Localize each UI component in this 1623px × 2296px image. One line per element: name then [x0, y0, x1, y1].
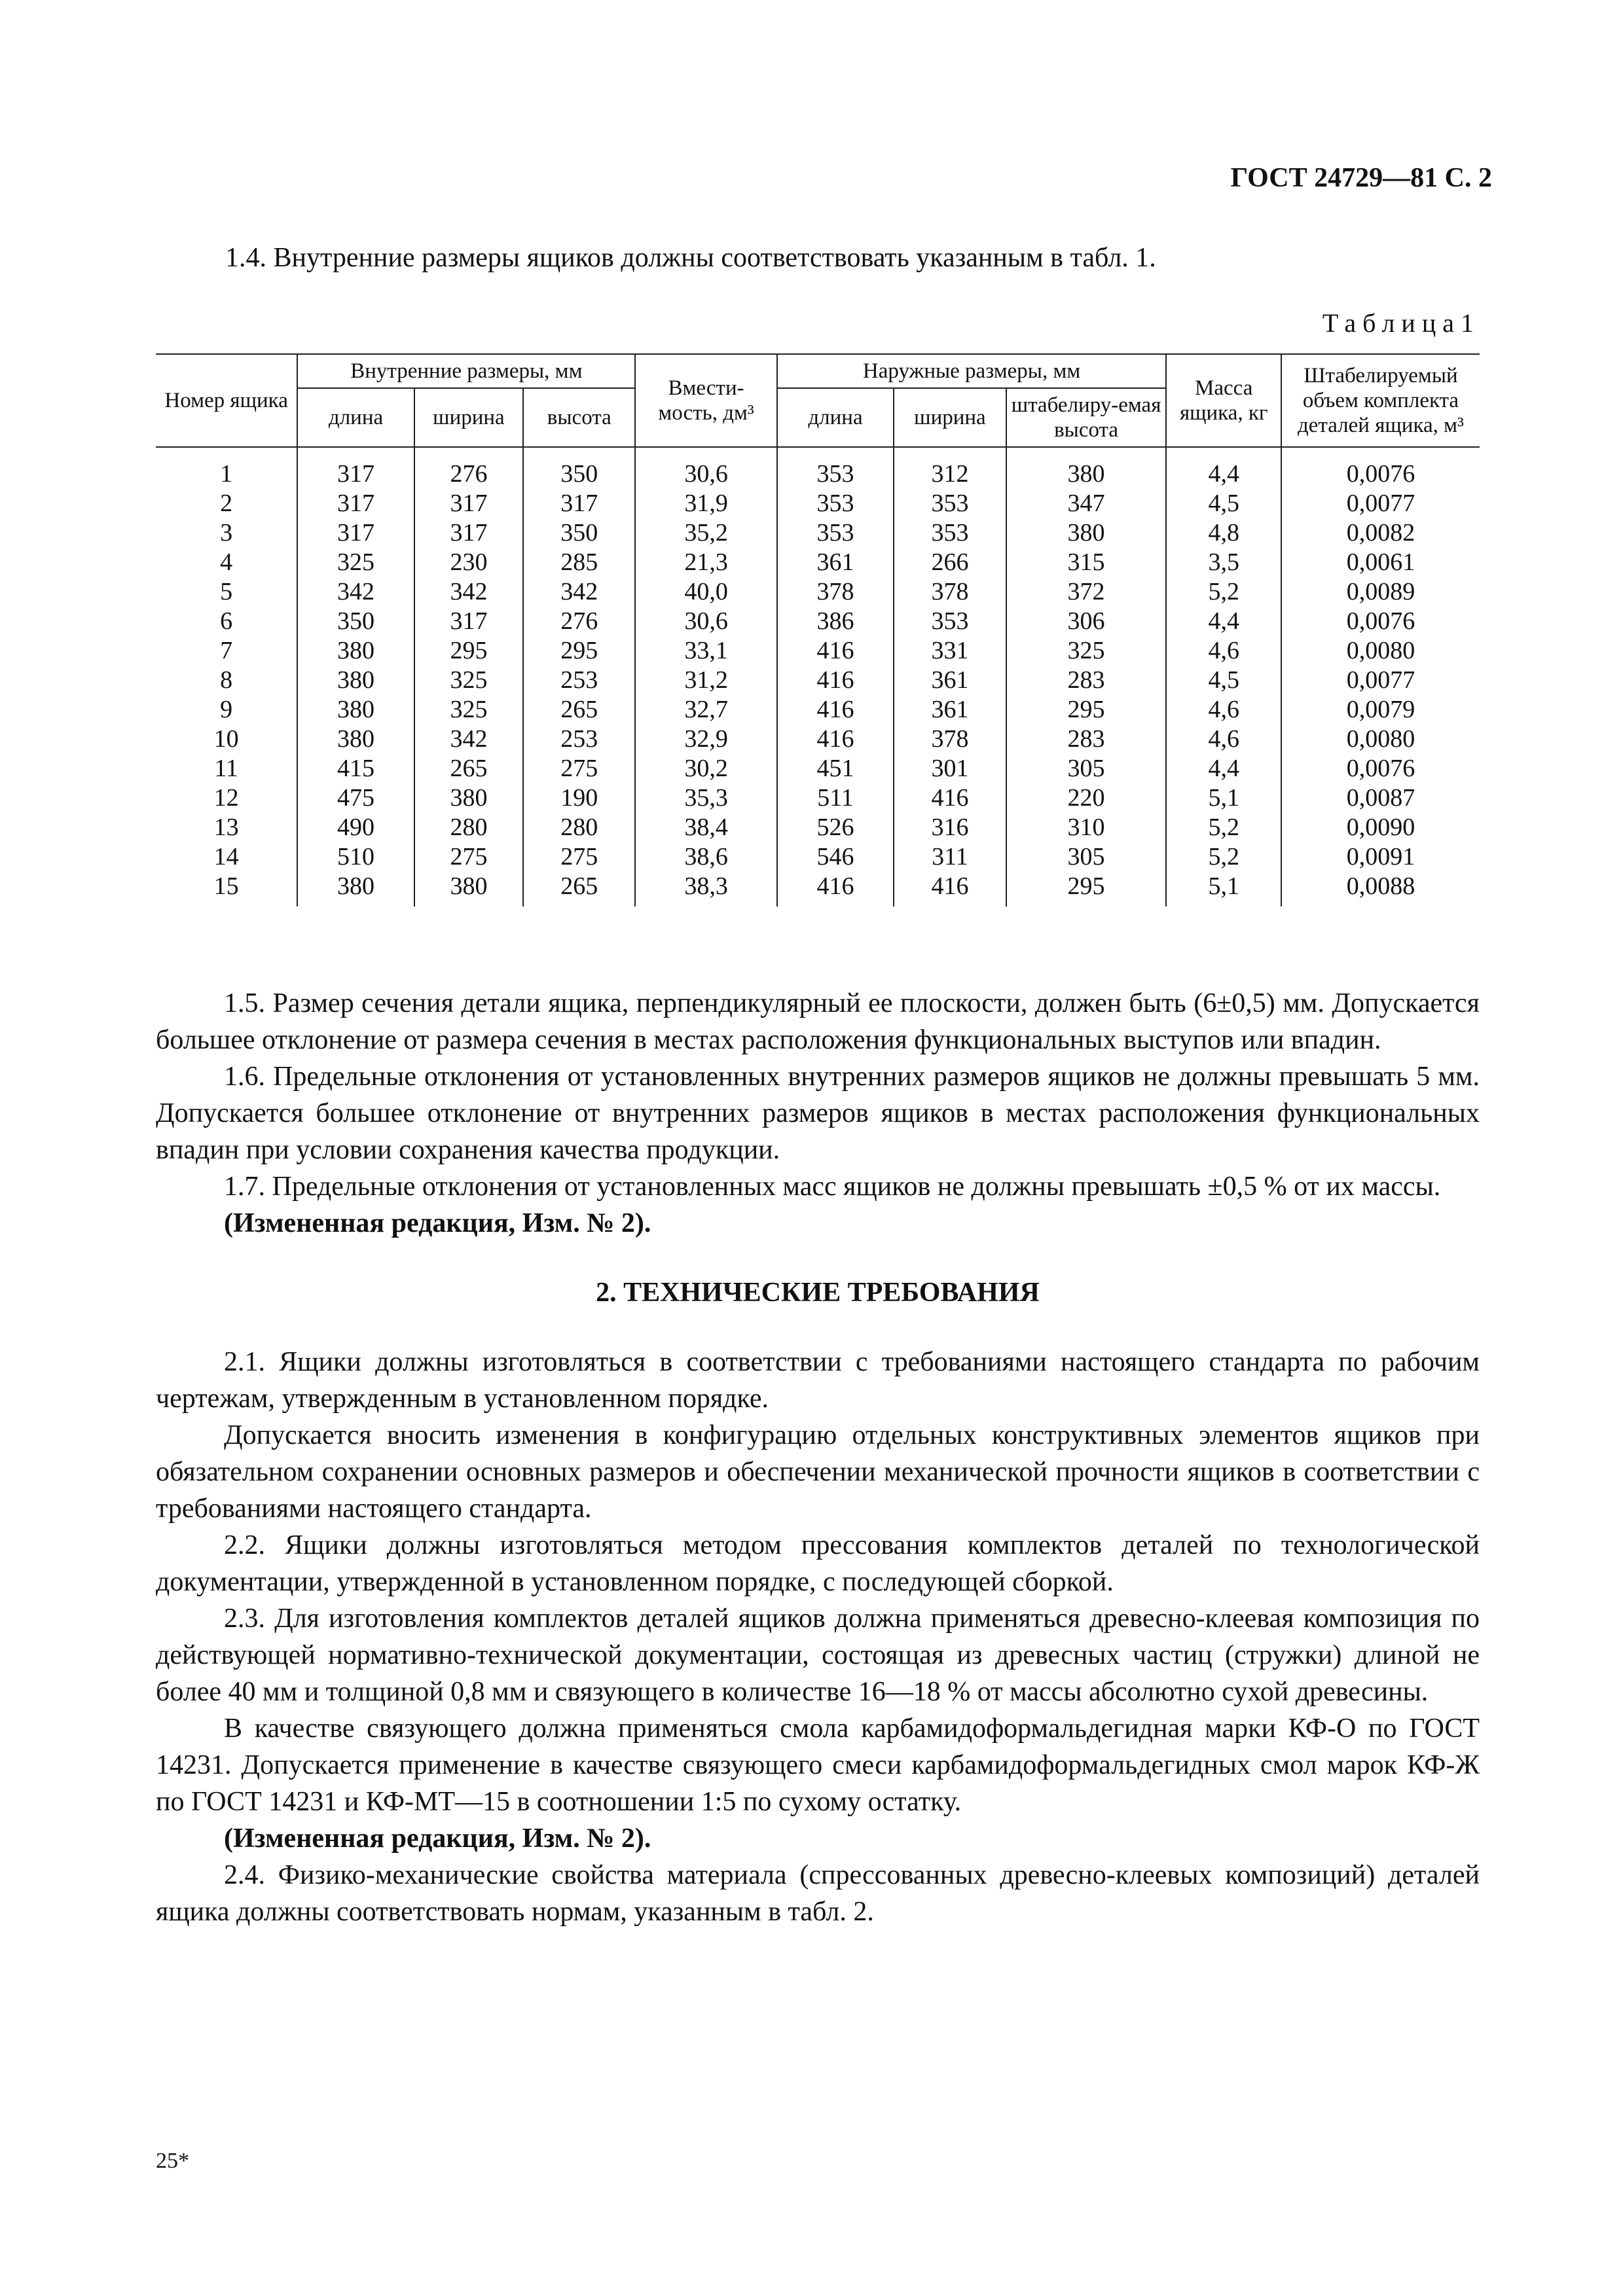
table-cell: 0,0080: [1281, 725, 1480, 754]
table-cell: 416: [777, 725, 894, 754]
table-cell: 40,0: [635, 577, 776, 607]
table-cell: 0,0077: [1281, 489, 1480, 518]
table-cell: 0,0076: [1281, 607, 1480, 636]
table-cell: 380: [414, 872, 523, 906]
body-text: [156, 985, 1480, 1930]
paragraph-2-3: 2.3. Для изготовления комплектов деталей ящиков должна применяться древесно-клеевая композиция по действующей нормативно-технической документации, состоящая из древесных частиц (стружки) длиной не более 40 мм и толщиной 0,8 мм и связующего в количестве 16—18 % от массы абсолютно сухой древесины.: [156, 1604, 1480, 1707]
header-number: Номер ящика: [156, 354, 297, 447]
table-cell: 353: [777, 489, 894, 518]
table-cell: 372: [1006, 577, 1167, 607]
section-2-title: 2. ТЕХНИЧЕСКИЕ ТРЕБОВАНИЯ: [596, 1278, 1040, 1308]
table-cell: 11: [214, 755, 238, 782]
table-cell: 4: [220, 548, 233, 576]
table-cell: 0,0080: [1281, 636, 1480, 666]
table-cell: 0,0090: [1281, 813, 1480, 842]
amendment-note: (Измененная редакция, Изм. № 2).: [224, 1823, 651, 1854]
table-cell: 380: [297, 636, 414, 666]
table-cell: 295: [1006, 695, 1167, 725]
table-cell: 317: [414, 607, 523, 636]
table-cell: 9: [220, 696, 233, 723]
table-row: [156, 842, 1480, 872]
table-cell: 5,2: [1166, 813, 1281, 842]
table-cell: 310: [1006, 813, 1167, 842]
table-row: [156, 489, 1480, 518]
table-cell: 0,0076: [1281, 447, 1480, 489]
table-cell: 317: [414, 489, 523, 518]
table-cell: 38,4: [635, 813, 776, 842]
table-cell: 342: [297, 577, 414, 607]
table-cell: 301: [894, 754, 1006, 783]
header-inner-height: высота: [523, 388, 635, 447]
table-cell: 4,6: [1166, 725, 1281, 754]
header-capacity: Вмести-мость, дм³: [635, 354, 776, 447]
table-cell: 35,3: [635, 783, 776, 813]
table-cell: 265: [414, 754, 523, 783]
table-cell: 10: [213, 725, 239, 753]
table-cell: 416: [777, 636, 894, 666]
table-cell: 13: [213, 814, 239, 841]
table-row: [156, 666, 1480, 695]
table-cell: 4,6: [1166, 636, 1281, 666]
table-body: [156, 447, 1480, 906]
table-row: [156, 872, 1480, 906]
table-cell: 353: [777, 447, 894, 489]
table-cell: 285: [523, 548, 635, 577]
header-outer-width: ширина: [894, 388, 1006, 447]
table-cell: 305: [1006, 842, 1167, 872]
table-cell: 306: [1006, 607, 1167, 636]
table-cell: 253: [523, 725, 635, 754]
intro-paragraph: 1.4. Внутренние размеры ящиков должны соответствовать указанным в табл. 1.: [225, 243, 1156, 273]
table-cell: 21,3: [635, 548, 776, 577]
table-cell: 0,0079: [1281, 695, 1480, 725]
table-cell: 275: [414, 842, 523, 872]
table-cell: 317: [297, 518, 414, 548]
table-cell: 416: [894, 783, 1006, 813]
table-cell: 317: [297, 489, 414, 518]
table-cell: 316: [894, 813, 1006, 842]
table-cell: 295: [414, 636, 523, 666]
table-cell: 325: [414, 695, 523, 725]
dimensions-table: [156, 353, 1480, 906]
table-cell: 265: [523, 695, 635, 725]
table-cell: 342: [414, 725, 523, 754]
table-cell: 325: [1006, 636, 1167, 666]
table-cell: 0,0091: [1281, 842, 1480, 872]
table-cell: 317: [297, 447, 414, 489]
table-row: [156, 783, 1480, 813]
table-cell: 190: [523, 783, 635, 813]
page-header: ГОСТ 24729—81 С. 2: [1230, 163, 1492, 193]
table-cell: 378: [777, 577, 894, 607]
table-row: [156, 548, 1480, 577]
table-cell: 416: [894, 872, 1006, 906]
table-cell: 526: [777, 813, 894, 842]
table-cell: 475: [297, 783, 414, 813]
table-cell: 275: [523, 754, 635, 783]
table-cell: 5,1: [1166, 783, 1281, 813]
table-cell: 35,2: [635, 518, 776, 548]
table-cell: 230: [414, 548, 523, 577]
table-cell: 415: [297, 754, 414, 783]
table-cell: 546: [777, 842, 894, 872]
table-cell: 0,0089: [1281, 577, 1480, 607]
table-row: [156, 447, 1480, 489]
table-cell: 380: [297, 725, 414, 754]
table-cell: 361: [777, 548, 894, 577]
table-cell: 4,5: [1166, 666, 1281, 695]
table-cell: 4,8: [1166, 518, 1281, 548]
table-row: [156, 725, 1480, 754]
table-cell: 353: [894, 518, 1006, 548]
table-cell: 380: [297, 666, 414, 695]
table-cell: 0,0087: [1281, 783, 1480, 813]
table-cell: 378: [894, 577, 1006, 607]
table-cell: 386: [777, 607, 894, 636]
table-cell: 350: [297, 607, 414, 636]
table-cell: 416: [777, 666, 894, 695]
table-cell: 311: [894, 842, 1006, 872]
table-cell: 266: [894, 548, 1006, 577]
table-cell: 380: [297, 872, 414, 906]
table-cell: 0,0061: [1281, 548, 1480, 577]
paragraph-1-6: 1.6. Предельные отклонения от установленных внутренних размеров ящиков не должны превышать 5 мм. Допускается большее отклонение от внутренних размеров ящиков в местах расположения функциональных впадин при условии сохранения качества продукции.: [156, 1062, 1480, 1165]
table-cell: 317: [414, 518, 523, 548]
table-cell: 350: [523, 447, 635, 489]
table-cell: 14: [213, 843, 239, 870]
table-label: Таблица1: [1322, 308, 1480, 338]
table-cell: 353: [777, 518, 894, 548]
table-cell: 0,0088: [1281, 872, 1480, 906]
table-cell: 342: [523, 577, 635, 607]
table-cell: 3,5: [1166, 548, 1281, 577]
table-cell: 325: [297, 548, 414, 577]
table-cell: 0,0076: [1281, 754, 1480, 783]
amendment-note: (Измененная редакция, Изм. № 2).: [224, 1208, 651, 1238]
table-cell: 361: [894, 666, 1006, 695]
table-cell: 31,2: [635, 666, 776, 695]
table-cell: 5: [220, 578, 233, 605]
table-cell: 353: [894, 607, 1006, 636]
table-cell: 511: [777, 783, 894, 813]
table-cell: 38,6: [635, 842, 776, 872]
table-cell: 380: [1006, 447, 1167, 489]
table-cell: 331: [894, 636, 1006, 666]
table-row: [156, 577, 1480, 607]
header-inner-width: ширина: [414, 388, 523, 447]
paragraph-2-2: 2.2. Ящики должны изготовляться методом прессования комплектов деталей по технологической документации, утвержденной в установленном порядке, с последующей сборкой.: [156, 1530, 1480, 1597]
table-cell: 295: [523, 636, 635, 666]
paragraph-2-4: 2.4. Физико-механические свойства материала (спрессованных древесно-клеевых композиций) деталей ящика должны соответствовать нормам, указанным в табл. 2.: [156, 1860, 1480, 1927]
table-row: [156, 636, 1480, 666]
table-cell: 253: [523, 666, 635, 695]
table-cell: 280: [414, 813, 523, 842]
table-cell: 276: [523, 607, 635, 636]
header-outer-group: Наружные размеры, мм: [777, 354, 1167, 388]
table-cell: 5,2: [1166, 577, 1281, 607]
table-row: [156, 695, 1480, 725]
paragraph-2-3-continued: В качестве связующего должна применяться смола карбамидоформальдегидная марки КФ-О по ГОСТ 14231. Допускается применение в качестве связующего смеси карбамидоформальдегидных смол марок КФ-Ж по ГОСТ 14231 и КФ-МТ—15 в соотношении 1:5 по сухому остатку.: [156, 1713, 1480, 1817]
table-cell: 451: [777, 754, 894, 783]
table-cell: 30,2: [635, 754, 776, 783]
table-cell: 378: [894, 725, 1006, 754]
table-cell: 353: [894, 489, 1006, 518]
table-cell: 4,5: [1166, 489, 1281, 518]
table-cell: 380: [414, 783, 523, 813]
table-cell: 2: [220, 490, 233, 517]
table-cell: 0,0077: [1281, 666, 1480, 695]
table-cell: 220: [1006, 783, 1167, 813]
table-cell: 325: [414, 666, 523, 695]
table-row: [156, 518, 1480, 548]
page-footer-mark: 25*: [156, 2149, 189, 2173]
table-cell: 7: [220, 637, 233, 664]
table-cell: 1: [220, 460, 233, 488]
table-cell: 4,4: [1166, 607, 1281, 636]
table-cell: 32,7: [635, 695, 776, 725]
table-cell: 295: [1006, 872, 1167, 906]
table-cell: 283: [1006, 666, 1167, 695]
table-cell: 3: [220, 519, 233, 547]
table-cell: 276: [414, 447, 523, 489]
table-cell: 265: [523, 872, 635, 906]
table-cell: 350: [523, 518, 635, 548]
paragraph-2-1-continued: Допускается вносить изменения в конфигурацию отдельных конструктивных элементов ящиков при обязательном сохранении основных размеров и обеспечении механической прочности ящиков в соответствии с требованиями настоящего стандарта.: [156, 1420, 1480, 1524]
table-cell: 305: [1006, 754, 1167, 783]
table-cell: 5,1: [1166, 872, 1281, 906]
table-cell: 361: [894, 695, 1006, 725]
table-cell: 4,4: [1166, 447, 1281, 489]
table-cell: 380: [297, 695, 414, 725]
table-cell: 275: [523, 842, 635, 872]
table-cell: 315: [1006, 548, 1167, 577]
paragraph-1-5: 1.5. Размер сечения детали ящика, перпендикулярный ее плоскости, должен быть (6±0,5) мм. Допускается большее отклонение от размера сечения в местах расположения функциональных выступов или впадин.: [156, 988, 1480, 1055]
table-cell: 15: [213, 872, 239, 900]
header-outer-stack-height: штабелиру-емая высота: [1006, 388, 1167, 447]
table-cell: 33,1: [635, 636, 776, 666]
table-cell: 4,6: [1166, 695, 1281, 725]
table-cell: 32,9: [635, 725, 776, 754]
paragraph-1-7: 1.7. Предельные отклонения от установленных масс ящиков не должны превышать ±0,5 % от их массы.: [224, 1172, 1441, 1202]
header-inner-group: Внутренние размеры, мм: [297, 354, 635, 388]
table-row: [156, 607, 1480, 636]
table-cell: 5,2: [1166, 842, 1281, 872]
table-cell: 380: [1006, 518, 1167, 548]
table-cell: 347: [1006, 489, 1167, 518]
header-stack-volume: Штабелируемый объем комплекта деталей ящика, м³: [1281, 354, 1480, 447]
table-cell: 12: [213, 784, 239, 812]
table-cell: 416: [777, 695, 894, 725]
table-cell: 8: [220, 666, 233, 694]
table-cell: 38,3: [635, 872, 776, 906]
table-cell: 342: [414, 577, 523, 607]
table-cell: 280: [523, 813, 635, 842]
header-outer-length: длина: [777, 388, 894, 447]
table-cell: 4,4: [1166, 754, 1281, 783]
header-mass: Масса ящика, кг: [1166, 354, 1281, 447]
table-cell: 416: [777, 872, 894, 906]
table-cell: 31,9: [635, 489, 776, 518]
table-cell: 0,0082: [1281, 518, 1480, 548]
table-cell: 6: [220, 607, 233, 635]
table-cell: 510: [297, 842, 414, 872]
table-cell: 317: [523, 489, 635, 518]
header-inner-length: длина: [297, 388, 414, 447]
paragraph-2-1: 2.1. Ящики должны изготовляться в соответствии с требованиями настоящего стандарта по рабочим чертежам, утвержденным в установленном порядке.: [156, 1347, 1480, 1414]
table-row: [156, 813, 1480, 842]
table-cell: 30,6: [635, 447, 776, 489]
table-cell: 490: [297, 813, 414, 842]
table-cell: 30,6: [635, 607, 776, 636]
table-cell: 283: [1006, 725, 1167, 754]
table-cell: 312: [894, 447, 1006, 489]
table-row: [156, 754, 1480, 783]
